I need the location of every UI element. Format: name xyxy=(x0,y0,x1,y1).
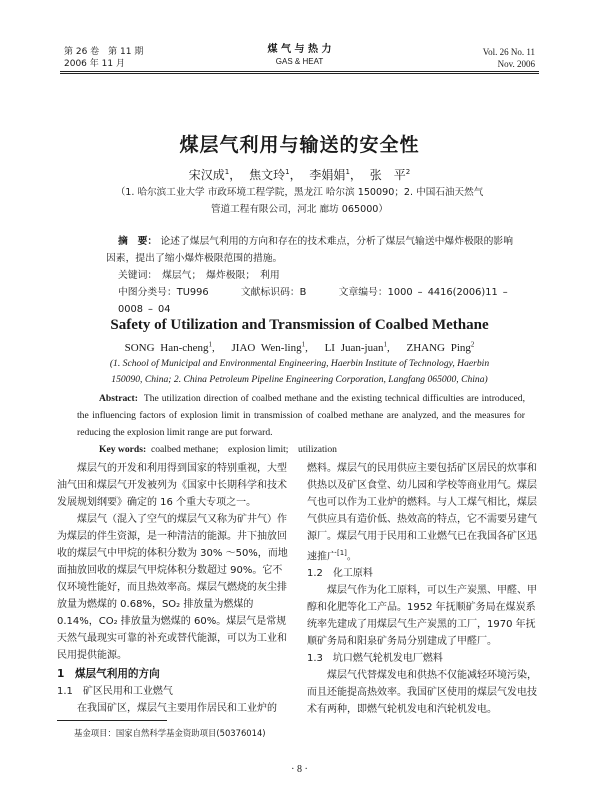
paper-title-en: Safety of Utilization and Transmission of Coalbed Methane xyxy=(110,317,489,333)
journal-name-en: GAS & HEAT xyxy=(275,57,324,66)
abstract-cn-line1: 论述了煤层气利用的方向和存在的技术难点，分析了煤层气输送中爆炸极限的影响 xyxy=(160,236,513,247)
right-paragraph-1 xyxy=(307,460,542,565)
affiliation-cn xyxy=(0,184,599,218)
right-paragraph-1-text: 燃料。煤层气的民用供应主要包括矿区居民的炊事和供热以及矿区食堂、幼儿园和学校等商业用气。煤层气也可以作为工业炉的燃料。与人工煤气相比，煤层气供应具有造价低、热效高的特点，它不需要另建气源厂。煤层气用于民用和工业燃气已在我国各矿区迅速推广 xyxy=(307,463,537,563)
author-en-1: SONG Han-cheng xyxy=(124,342,209,354)
footnote-rule xyxy=(57,720,167,721)
right-paragraph-1-end: 。 xyxy=(346,551,357,563)
authors-en xyxy=(0,339,599,355)
author-sep: ， xyxy=(229,168,242,182)
affiliation-en xyxy=(0,356,599,388)
header-rule-bottom xyxy=(60,73,539,74)
body-right-column xyxy=(307,460,542,718)
affiliation-cn-line2: 管道工程有限公司，河北 廊坊 065000） xyxy=(210,204,389,215)
keywords-en-label: Key words: xyxy=(99,444,147,455)
journal-name-cn: 煤 气 与 热 力 xyxy=(267,44,332,55)
abstract-cn-label: 摘 要： xyxy=(118,236,158,247)
subsection-heading-1-1: 1.1 矿区民用和工业燃气 xyxy=(57,686,173,697)
right-paragraph-2: 煤层气作为化工原料，可以生产炭黑、甲醛、甲醇和化肥等化工产品。1952 年抚顺矿务局在煤炭系统率先建成了用煤层气生产炭黑的工厂，1970 年抚顺矿务局和阳泉矿务局分别建成了甲醛厂。 xyxy=(307,585,537,648)
date-en: Nov. 2006 xyxy=(497,59,535,69)
paper-title: 煤层气利用与输送的安全性 xyxy=(179,134,420,156)
affiliation-cn-line1: （1. 哈尔滨工业大学 市政环境工程学院，黑龙江 哈尔滨 150090；2. 中国石油天然气 xyxy=(115,187,484,198)
abstract-en-text: The utilization direction of coalbed methane and the existing technical difficulties are introduced, the influencing factors of explosion limit in transmission of coalbed methane are analyzed, and the measures for reducing the explosion limit range are put forward. xyxy=(77,393,526,438)
left-paragraph-2: 煤层气（混入了空气的煤层气又称为矿井气）作为煤层的伴生资源，是一种清洁的能源。井下抽放回收的煤层气中甲烷的体积分数为 30% ～50%，而地面抽放回收的煤层气甲烷体积分数超过 90%。它不仅环境性能好，而且热效率高。煤层气燃烧的灰尘排放量为燃煤的 0.68%，SO₂ 排放量为燃煤的 0.14%，CO₂ 排放量为燃煤的 60%。煤层气是常规天然气最现实可靠的补充或替代能源，可以为工业和民用提供能源。 xyxy=(57,514,288,661)
author-3: 李娟娟 xyxy=(309,168,346,182)
author-en-3-sup: 1 xyxy=(383,340,387,349)
abstract-cn xyxy=(106,233,526,318)
author-sep: ， xyxy=(349,168,362,182)
keywords-cn-label: 关键词： xyxy=(118,270,153,281)
body-left-column xyxy=(57,460,289,717)
abstract-cn-line2: 因素，提出了缩小爆炸极限范围的措施。 xyxy=(106,253,283,264)
author-4: 张 平 xyxy=(369,168,406,182)
article-id-label: 文章编号： xyxy=(338,287,388,298)
issue-date: 2006 年 11 月 xyxy=(64,59,125,69)
author-en-4: ZHANG Ping xyxy=(406,342,471,354)
author-en-1-sup: 1 xyxy=(208,340,213,349)
author-en-4-sup: 2 xyxy=(470,340,475,349)
page-number: · 8 · xyxy=(291,764,308,775)
author-3-sup: 1 xyxy=(345,168,350,176)
abstract-en xyxy=(77,390,525,458)
author-1-sup: 1 xyxy=(224,168,230,176)
author-en-sep: , xyxy=(212,342,226,354)
author-4-sup: 2 xyxy=(405,168,411,176)
author-2: 焦文玲 xyxy=(249,168,286,182)
author-en-2-sup: 1 xyxy=(301,340,306,349)
issue-volume: 第 26 卷 第 11 期 xyxy=(64,47,144,57)
author-en-3: LI Juan-juan xyxy=(324,342,384,354)
abstract-en-label: Abstract: xyxy=(99,393,138,404)
author-en-sep: , xyxy=(305,342,319,354)
article-id-value: 1000 – 4416(2006)11 – 0008 – 04 xyxy=(118,287,508,315)
volume-en: Vol. 26 No. 11 xyxy=(482,47,535,57)
doc-code-label: 文献标识码： xyxy=(240,287,300,298)
footnote-funding: 基金项目：国家自然科学基金资助项目(50376014) xyxy=(74,728,266,738)
author-2-sup: 1 xyxy=(285,168,290,176)
reference-marker[interactable]: [1] xyxy=(337,549,347,557)
section-heading-1: 1 煤层气利用的方向 xyxy=(57,668,160,680)
header-rule-top xyxy=(60,71,539,72)
right-paragraph-3: 煤层气代替煤发电和供热不仅能减轻环境污染，而且还能提高热效率。我国矿区使用的煤层气发电技术有两种，即燃气轮机发电和汽轮机发电。 xyxy=(307,670,537,716)
keywords-en-value: coalbed methane; explosion limit; utilization xyxy=(150,444,337,455)
header-right xyxy=(483,46,535,70)
subsection-heading-1-2: 1.2 化工原料 xyxy=(307,568,373,580)
subsection-heading-1-3: 1.3 坑口燃气轮机发电厂燃料 xyxy=(307,653,443,665)
author-en-sep: , xyxy=(386,342,401,354)
clc-value: TU996 xyxy=(176,287,209,298)
affiliation-en-line2: 150090, China; 2. China Petroleum Pipeline Engineering Corporation, Langfang 065000, China) xyxy=(111,374,488,385)
author-1: 宋汉成 xyxy=(188,168,225,182)
left-paragraph-3: 在我国矿区，煤层气主要用作居民和工业炉的 xyxy=(77,703,277,714)
author-sep: ， xyxy=(289,168,302,182)
author-en-2: JIAO Wen-ling xyxy=(231,342,302,354)
affiliation-en-line1: (1. School of Municipal and Environmental Engineering, Haerbin Institute of Technology, Haerbin xyxy=(109,358,490,369)
clc-label: 中图分类号： xyxy=(118,287,177,298)
doc-code-value: B xyxy=(299,287,307,298)
authors-cn xyxy=(0,166,599,183)
keywords-cn-value: 煤层气； 爆炸极限； 利用 xyxy=(162,270,280,281)
left-paragraph-1: 煤层气的开发和利用得到国家的特别重视，大型油气田和煤层气开发被列为《国家中长期科学和技术发展规划纲要》确定的 16 个重大专项之一。 xyxy=(57,463,287,508)
